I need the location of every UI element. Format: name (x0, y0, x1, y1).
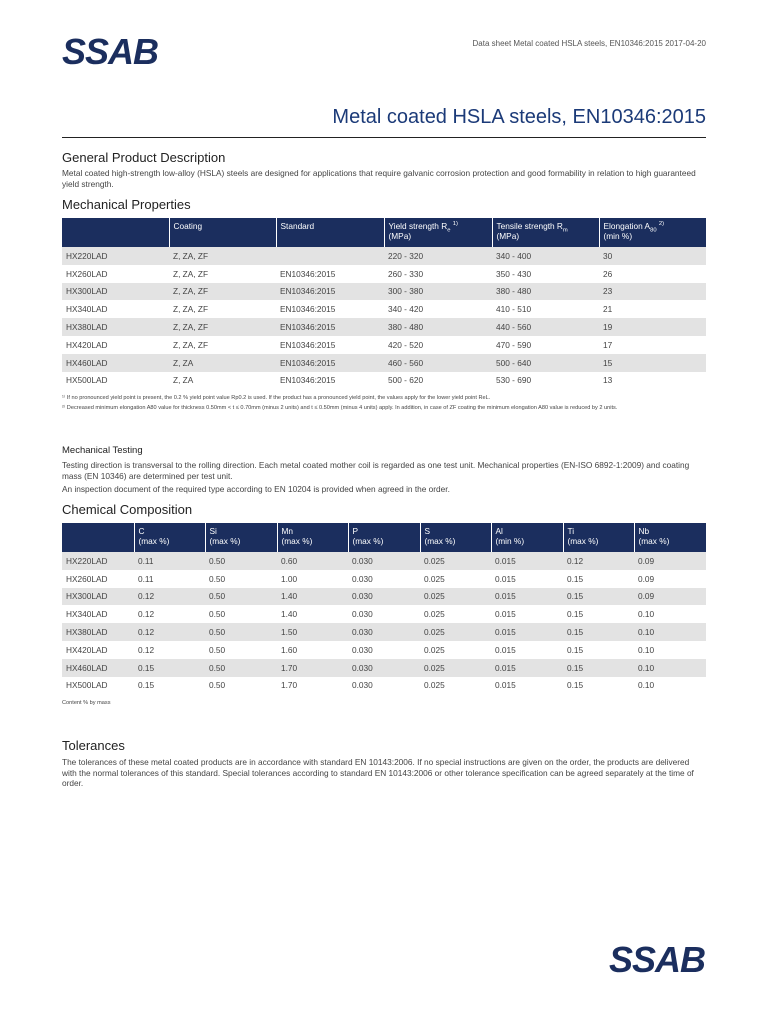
mechanical-table (62, 218, 706, 389)
table-cell: 0.015 (495, 680, 516, 691)
tolerances-text: The tolerances of these metal coated products are in accordance with standard EN 10143:2006. If no special instructions are given on the order, the products are delivered with the normal tolerances of this standard. Special tolerances according to standard EN 10143:2006 or other tolerance specification can be agreed separately at the time of order. (62, 757, 694, 788)
table-cell: 0.015 (495, 644, 516, 655)
table-cell: 0.015 (491, 552, 563, 570)
table-cell: 0.12 (138, 609, 155, 620)
chem-header-s: S (max %) (420, 523, 491, 552)
table-cell: 0.50 (209, 680, 226, 691)
testing-heading: Mechanical Testing (62, 445, 143, 456)
general-heading: General Product Description (62, 150, 226, 165)
table-cell: HX500LAD (66, 680, 108, 691)
table-cell: 1.70 (277, 659, 348, 677)
table-cell: 0.030 (348, 623, 420, 641)
table-cell: 500 - 640 (492, 354, 599, 372)
table-cell: 13 (603, 375, 613, 386)
table-row (62, 336, 706, 354)
table-cell: 260 - 330 (388, 268, 424, 279)
table-cell: 0.12 (138, 644, 155, 655)
table-cell: 23 (599, 283, 706, 301)
table-cell: 30 (599, 247, 706, 265)
table-row (62, 283, 706, 301)
title-divider (62, 137, 706, 138)
table-cell: 0.025 (424, 609, 445, 620)
table-cell: 0.015 (491, 659, 563, 677)
table-cell: 0.09 (634, 552, 706, 570)
table-row (62, 354, 706, 372)
table-cell: 380 - 480 (492, 283, 599, 301)
page-title: Metal coated HSLA steels, EN10346:2015 (332, 106, 706, 128)
table-cell: 0.11 (134, 552, 205, 570)
table-cell: 0.030 (352, 573, 373, 584)
table-cell: 500 - 620 (388, 375, 424, 386)
table-cell: 0.030 (348, 552, 420, 570)
table-cell: EN10346:2015 (280, 304, 336, 315)
table-cell: 0.10 (634, 623, 706, 641)
table-cell: 350 - 430 (496, 268, 532, 279)
mech-header-grade (62, 218, 169, 247)
table-cell: 0.025 (420, 623, 491, 641)
table-cell: HX420LAD (66, 339, 108, 350)
table-cell: 0.10 (638, 609, 655, 620)
table-cell: EN10346:2015 (276, 354, 384, 372)
table-cell: 1.40 (281, 609, 298, 620)
mech-header-standard: Standard (276, 218, 384, 247)
table-cell: HX260LAD (66, 268, 108, 279)
content-note: Content % by mass (62, 700, 111, 707)
chem-header-p: P (max %) (348, 523, 420, 552)
table-cell: 0.025 (424, 680, 445, 691)
table-cell: 0.50 (205, 623, 277, 641)
chemical-heading: Chemical Composition (62, 502, 193, 517)
table-cell: HX220LAD (62, 247, 169, 265)
table-cell: Z, ZA (173, 375, 194, 386)
table-row (62, 552, 706, 570)
table-cell: EN10346:2015 (280, 375, 336, 386)
table-cell: 0.025 (424, 644, 445, 655)
chem-header-c: C (max %) (134, 523, 205, 552)
table-cell: 0.50 (209, 609, 226, 620)
table-cell: 0.11 (138, 573, 154, 584)
general-text: Metal coated high-strength low-alloy (HSLA) steels are designed for applications that require galvanic corrosion protection and good formability in relation to high guaranteed yield strength. (62, 168, 696, 189)
chemical-section (62, 502, 706, 708)
table-cell: Z, ZA, ZF (173, 304, 209, 315)
ssab-logo-footer: SSAB (608, 939, 705, 980)
table-cell: 440 - 560 (492, 318, 599, 336)
table-cell: 0.15 (563, 659, 634, 677)
table-cell: HX380LAD (62, 318, 169, 336)
table-cell: HX300LAD (62, 588, 134, 606)
table-cell: 380 - 480 (384, 318, 492, 336)
table-cell: 0.12 (134, 588, 205, 606)
table-cell: 0.030 (352, 609, 373, 620)
table-cell: 0.15 (567, 644, 584, 655)
table-cell: 0.15 (563, 588, 634, 606)
table-row (62, 659, 706, 677)
table-cell: 0.15 (567, 609, 584, 620)
table-cell: EN10346:2015 (280, 339, 336, 350)
table-cell: 460 - 560 (384, 354, 492, 372)
mech-header-tensile: Tensile strength $R_m$ (MPa) (492, 218, 599, 247)
table-cell: 0.030 (348, 659, 420, 677)
mechanical-section (62, 197, 706, 412)
table-cell: 17 (603, 339, 613, 350)
table-cell: Z, ZA, ZF (173, 339, 209, 350)
testing-section (62, 445, 706, 495)
mech-header-coating: Coating (169, 218, 276, 247)
table-cell: 0.12 (563, 552, 634, 570)
table-row (62, 641, 706, 659)
table-cell: 0.015 (491, 588, 563, 606)
table-cell: 0.10 (638, 680, 655, 691)
chem-header-si: Si (max %) (205, 523, 277, 552)
table-cell: 0.025 (424, 573, 445, 584)
table-row (62, 677, 706, 695)
table-cell: EN10346:2015 (276, 283, 384, 301)
table-cell: 0.030 (352, 644, 373, 655)
table-cell: HX460LAD (62, 659, 134, 677)
table-cell: EN10346:2015 (276, 318, 384, 336)
table-cell: 0.15 (567, 573, 584, 584)
general-section (62, 150, 706, 189)
table-cell: 470 - 590 (496, 339, 532, 350)
table-cell: 0.025 (420, 588, 491, 606)
tolerances-section (62, 738, 706, 789)
table-cell: 0.030 (348, 588, 420, 606)
table-cell: 1.50 (277, 623, 348, 641)
table-cell: 0.030 (352, 680, 373, 691)
table-cell: 300 - 380 (384, 283, 492, 301)
chem-header-nb: Nb (max %) (634, 523, 706, 552)
table-cell: 0.015 (495, 573, 516, 584)
table-cell: HX300LAD (62, 283, 169, 301)
table-row (62, 605, 706, 623)
ssab-logo: SSAB (62, 31, 159, 72)
table-cell: HX460LAD (62, 354, 169, 372)
table-cell: 0.15 (563, 623, 634, 641)
footnote-1: ¹⁾ If no pronounced yield point is present, the 0.2 % yield point value Rp0.2 is used. If the product has a pronounced yield point, the values apply for the lower yield point ReL. (62, 395, 491, 402)
tolerances-heading: Tolerances (62, 738, 125, 753)
table-cell: 420 - 520 (388, 339, 424, 350)
table-cell: HX340LAD (66, 609, 108, 620)
table-cell: 0.10 (638, 644, 655, 655)
table-cell: 220 - 320 (384, 247, 492, 265)
table-cell: 0.15 (134, 659, 205, 677)
table-cell: HX340LAD (66, 304, 108, 315)
table-cell: 0.50 (205, 588, 277, 606)
chem-header-ti: Ti (max %) (563, 523, 634, 552)
table-cell: 0.50 (205, 659, 277, 677)
mech-header-yield: Yield strength $R_e$ $^{1)}$ (MPa) (384, 218, 492, 247)
table-cell: 340 - 400 (492, 247, 599, 265)
table-row (62, 265, 706, 283)
mech-header-elongation: Elongation $A_{80}$ $^{2)}$ (min %) (599, 218, 706, 247)
table-cell: 340 - 420 (388, 304, 424, 315)
chem-header-grade (62, 523, 134, 552)
table-row (62, 623, 706, 641)
table-cell: 530 - 690 (496, 375, 532, 386)
table-row (62, 318, 706, 336)
table-cell: 0.015 (491, 623, 563, 641)
table-cell: Z, ZA, ZF (169, 247, 276, 265)
table-cell: 0.50 (205, 552, 277, 570)
table-cell: HX420LAD (66, 644, 108, 655)
table-cell: 0.10 (634, 659, 706, 677)
table-cell: 0.015 (495, 609, 516, 620)
table-cell: 0.50 (209, 573, 226, 584)
table-cell (276, 247, 384, 265)
table-cell: 410 - 510 (496, 304, 532, 315)
header-note: Data sheet Metal coated HSLA steels, EN10346:2015 2017-04-20 (472, 39, 706, 48)
table-cell: 0.12 (134, 623, 205, 641)
table-cell: 0.09 (638, 573, 655, 584)
table-cell: 0.09 (634, 588, 706, 606)
table-cell: EN10346:2015 (280, 268, 336, 279)
table-row (62, 570, 706, 588)
table-cell: 0.15 (138, 680, 155, 691)
chem-header-al: Al (min %) (491, 523, 563, 552)
table-cell: 15 (599, 354, 706, 372)
table-row (62, 300, 706, 318)
table-cell: 26 (603, 268, 613, 279)
table-cell: HX260LAD (66, 573, 108, 584)
table-cell: 19 (599, 318, 706, 336)
testing-text-2: An inspection document of the required type according to EN 10204 is provided when agreed in the order. (62, 484, 450, 494)
table-cell: Z, ZA, ZF (173, 268, 209, 279)
table-cell: 1.60 (281, 644, 298, 655)
table-cell: 0.025 (420, 552, 491, 570)
table-cell: 0.025 (420, 659, 491, 677)
table-cell: HX380LAD (62, 623, 134, 641)
chem-header-mn: Mn (max %) (277, 523, 348, 552)
chemical-table (62, 523, 706, 694)
table-cell: Z, ZA, ZF (169, 283, 276, 301)
table-cell: 1.70 (281, 680, 298, 691)
table-cell: HX220LAD (62, 552, 134, 570)
table-cell: 0.60 (277, 552, 348, 570)
testing-text-1: Testing direction is transversal to the rolling direction. Each metal coated mother coil is regarded as one test unit. Mechanical properties (EN-ISO 6892-1:2009) and coating mass (EN 10346) are determined per test unit. (62, 460, 690, 481)
footnote-2: ²⁾ Decreased minimum elongation A80 value for thickness 0.50mm < t ≤ 0.70mm (minus 2 units) and t ≤ 0.50mm (minus 4 units) apply. In addition, in case of ZF coating the minimum elongation A80 value is reduced by 2 units. (62, 404, 618, 411)
table-row (62, 588, 706, 606)
table-cell: Z, ZA, ZF (169, 318, 276, 336)
table-cell: Z, ZA (169, 354, 276, 372)
table-row (62, 247, 706, 265)
table-cell: 0.15 (567, 680, 584, 691)
table-cell: 21 (603, 304, 613, 315)
table-row (62, 372, 706, 390)
table-cell: 0.50 (209, 644, 226, 655)
table-cell: 1.40 (277, 588, 348, 606)
table-cell: HX500LAD (66, 375, 108, 386)
table-cell: 1.00 (281, 573, 298, 584)
mechanical-heading: Mechanical Properties (62, 197, 191, 212)
